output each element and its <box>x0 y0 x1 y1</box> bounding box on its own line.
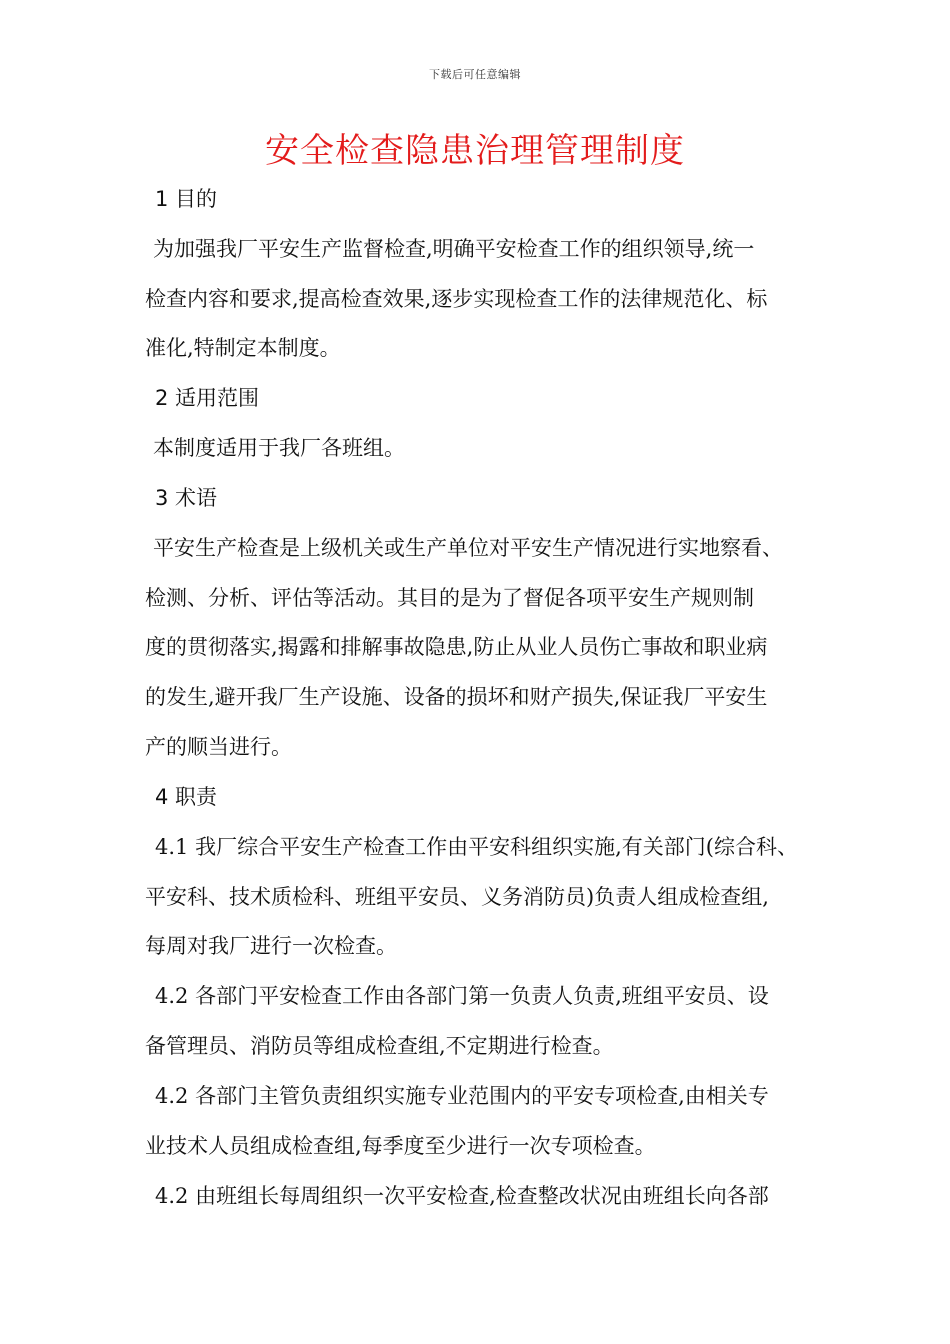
section-heading-duties: 4 职责 <box>155 785 218 809</box>
paragraph-line: 4.2 各部门主管负责组织实施专业范围内的平安专项检查,由相关专 <box>155 1084 769 1108</box>
paragraph-line: 准化,特制定本制度。 <box>145 336 341 360</box>
paragraph-line: 业技术人员组成检查组,每季度至少进行一次专项检查。 <box>145 1134 656 1158</box>
paragraph-line: 的发生,避开我厂生产设施、设备的损坏和财产损失,保证我厂平安生 <box>145 685 768 709</box>
paragraph-line: 平安科、技术质检科、班组平安员、义务消防员)负责人组成检查组, <box>145 885 769 909</box>
paragraph-line: 本制度适用于我厂各班组。 <box>153 436 405 460</box>
paragraph-line: 检测、分析、评估等活动。其目的是为了督促各项平安生产规则制 <box>145 586 754 610</box>
paragraph-line: 产的顺当进行。 <box>145 735 292 759</box>
paragraph-line: 4.2 各部门平安检查工作由各部门第一负责人负责,班组平安员、设 <box>155 984 769 1008</box>
document-title: 安全检查隐患治理管理制度 <box>265 131 685 171</box>
header-note: 下载后可任意编辑 <box>429 68 521 81</box>
paragraph-line: 平安生产检查是上级机关或生产单位对平安生产情况进行实地察看、 <box>153 536 783 560</box>
section-heading-purpose: 1 目的 <box>155 187 218 211</box>
paragraph-line: 为加强我厂平安生产监督检查,明确平安检查工作的组织领导,统一 <box>153 237 755 261</box>
paragraph-line: 4.1 我厂综合平安生产检查工作由平安科组织实施,有关部门(综合科、 <box>155 835 798 859</box>
paragraph-line: 度的贯彻落实,揭露和排解事故隐患,防止从业人员伤亡事故和职业病 <box>145 635 768 659</box>
paragraph-line: 每周对我厂进行一次检查。 <box>145 934 397 958</box>
paragraph-line: 检查内容和要求,提高检查效果,逐步实现检查工作的法律规范化、标 <box>145 287 768 311</box>
paragraph-line: 备管理员、消防员等组成检查组,不定期进行检查。 <box>145 1034 614 1058</box>
section-heading-terms: 3 术语 <box>155 486 218 510</box>
section-heading-scope: 2 适用范围 <box>155 386 260 410</box>
paragraph-line: 4.2 由班组长每周组织一次平安检查,检查整改状况由班组长向各部 <box>155 1184 769 1208</box>
